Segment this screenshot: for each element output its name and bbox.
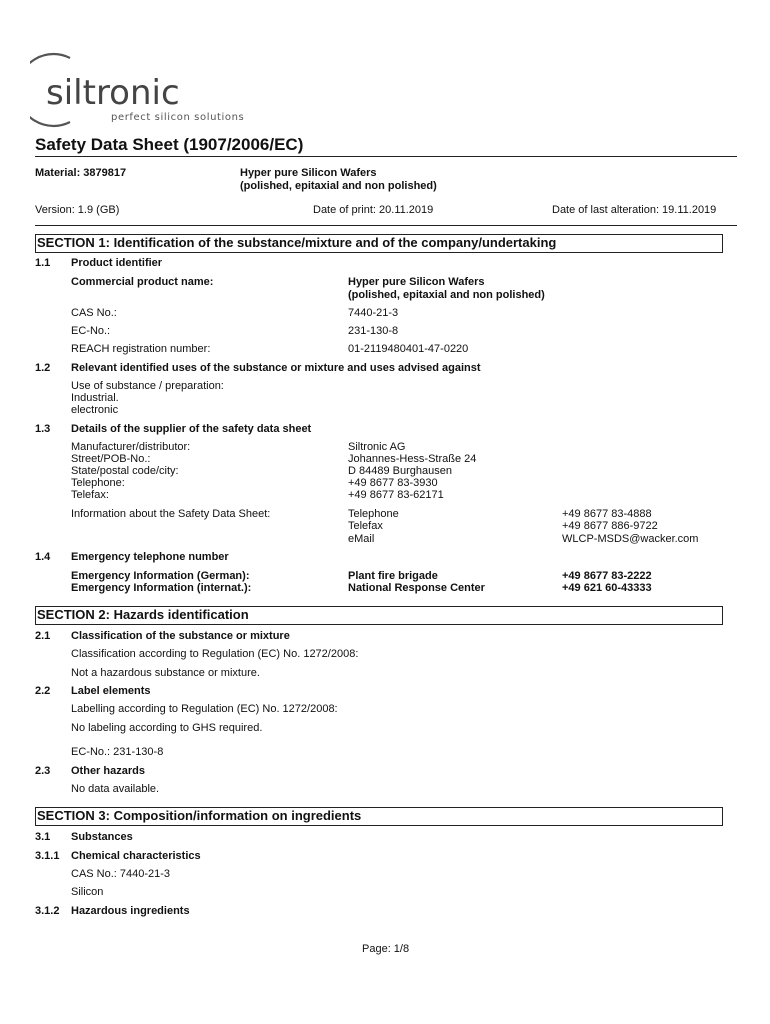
heading-label-elements: Label elements (71, 685, 151, 697)
supplier-label5: Telefax: (71, 489, 109, 501)
cas-label: CAS No.: (71, 307, 117, 319)
label-text2: No labeling according to GHS required. (71, 722, 263, 734)
ec-value: 231-130-8 (348, 325, 399, 337)
num-2-1: 2.1 (35, 630, 51, 642)
heading-identified-uses: Relevant identified uses of the substance or mixture and uses advised against (71, 362, 481, 374)
chem-text2: Silicon (71, 886, 104, 898)
commercial-name-label: Commercial product name: (71, 276, 214, 288)
header-divider (35, 225, 737, 226)
ec-label: EC-No.: (71, 325, 111, 337)
logo-brand: siltronic (46, 73, 180, 113)
num-2-2: 2.2 (35, 685, 51, 697)
section-1-header: SECTION 1: Identification of the substance/mixture and of the company/undertaking (35, 234, 723, 253)
num-3-1-1: 3.1.1 (35, 850, 60, 862)
heading-classification: Classification of the substance or mixture (71, 630, 290, 642)
emergency-key2: National Response Center (348, 582, 485, 594)
num-3-1-2: 3.1.2 (35, 905, 60, 917)
supplier-label4: Telephone: (71, 477, 125, 489)
num-1-3: 1.3 (35, 423, 51, 435)
date-of-print: Date of print: 20.11.2019 (313, 204, 434, 216)
chem-text1: CAS No.: 7440-21-3 (71, 868, 171, 880)
use-line2: Industrial. (71, 392, 119, 404)
supplier-value5: +49 8677 83-62171 (348, 489, 444, 501)
supplier-value2: Johannes-Hess-Straße 24 (348, 453, 477, 465)
other-hazards-text: No data available. (71, 783, 160, 795)
date-last-alteration: Date of last alteration: 19.11.2019 (552, 204, 717, 216)
classification-text1: Classification according to Regulation (EC) No. 1272/2008: (71, 648, 359, 660)
material-number: Material: 3879817 (35, 167, 127, 179)
heading-emergency-phone: Emergency telephone number (71, 551, 229, 563)
heading-other-hazards: Other hazards (71, 765, 145, 777)
section-3-header: SECTION 3: Composition/information on ingredients (35, 807, 723, 826)
commercial-name-value2: (polished, epitaxial and non polished) (348, 289, 545, 301)
supplier-value3: D 84489 Burghausen (348, 465, 452, 477)
num-2-3: 2.3 (35, 765, 51, 777)
sds-info-value1: +49 8677 83-4888 (562, 508, 652, 520)
reach-label: REACH registration number: (71, 343, 211, 355)
label-text1: Labelling according to Regulation (EC) No. 1272/2008: (71, 703, 338, 715)
num-1-4: 1.4 (35, 551, 51, 563)
heading-chemical-characteristics: Chemical characteristics (71, 850, 201, 862)
sds-info-email: WLCP-MSDS@wacker.com (562, 533, 699, 545)
reach-value: 01-2119480401-47-0220 (348, 343, 469, 355)
sds-info-value2: +49 8677 886-9722 (562, 520, 658, 532)
num-3-1: 3.1 (35, 831, 51, 843)
supplier-label2: Street/POB-No.: (71, 453, 151, 465)
page-title: Safety Data Sheet (1907/2006/EC) (35, 135, 304, 154)
emergency-value2: +49 621 60-43333 (562, 582, 652, 594)
supplier-value4: +49 8677 83-3930 (348, 477, 438, 489)
page-number: Page: 1/8 (362, 943, 410, 955)
logo-tagline: perfect silicon solutions (111, 112, 245, 123)
emergency-label2: Emergency Information (internat.): (71, 582, 252, 594)
siltronic-logo (30, 50, 260, 130)
sds-info-key2: Telefax (348, 520, 383, 532)
supplier-value1: Siltronic AG (348, 441, 406, 453)
label-text3: EC-No.: 231-130-8 (71, 746, 164, 758)
use-line1: Use of substance / preparation: (71, 380, 224, 392)
commercial-name-value1: Hyper pure Silicon Wafers (348, 276, 485, 288)
cas-value: 7440-21-3 (348, 307, 399, 319)
emergency-value1: +49 8677 83-2222 (562, 570, 652, 582)
version: Version: 1.9 (GB) (35, 204, 120, 216)
product-name-line2: (polished, epitaxial and non polished) (240, 180, 437, 192)
heading-hazardous-ingredients: Hazardous ingredients (71, 905, 190, 917)
emergency-label1: Emergency Information (German): (71, 570, 250, 582)
use-line3: electronic (71, 404, 119, 416)
title-divider (35, 156, 737, 157)
product-name-line1: Hyper pure Silicon Wafers (240, 167, 377, 179)
sds-info-label: Information about the Safety Data Sheet: (71, 508, 271, 520)
heading-supplier: Details of the supplier of the safety data sheet (71, 423, 312, 435)
emergency-key1: Plant fire brigade (348, 570, 438, 582)
section-2-header: SECTION 2: Hazards identification (35, 606, 723, 625)
supplier-label3: State/postal code/city: (71, 465, 179, 477)
classification-text2: Not a hazardous substance or mixture. (71, 667, 260, 679)
heading-substances: Substances (71, 831, 133, 843)
supplier-label1: Manufacturer/distributor: (71, 441, 191, 453)
num-1-2: 1.2 (35, 362, 51, 374)
sds-info-key3: eMail (348, 533, 375, 545)
num-1-1: 1.1 (35, 257, 51, 269)
sds-info-key1: Telephone (348, 508, 399, 520)
heading-product-identifier: Product identifier (71, 257, 163, 269)
